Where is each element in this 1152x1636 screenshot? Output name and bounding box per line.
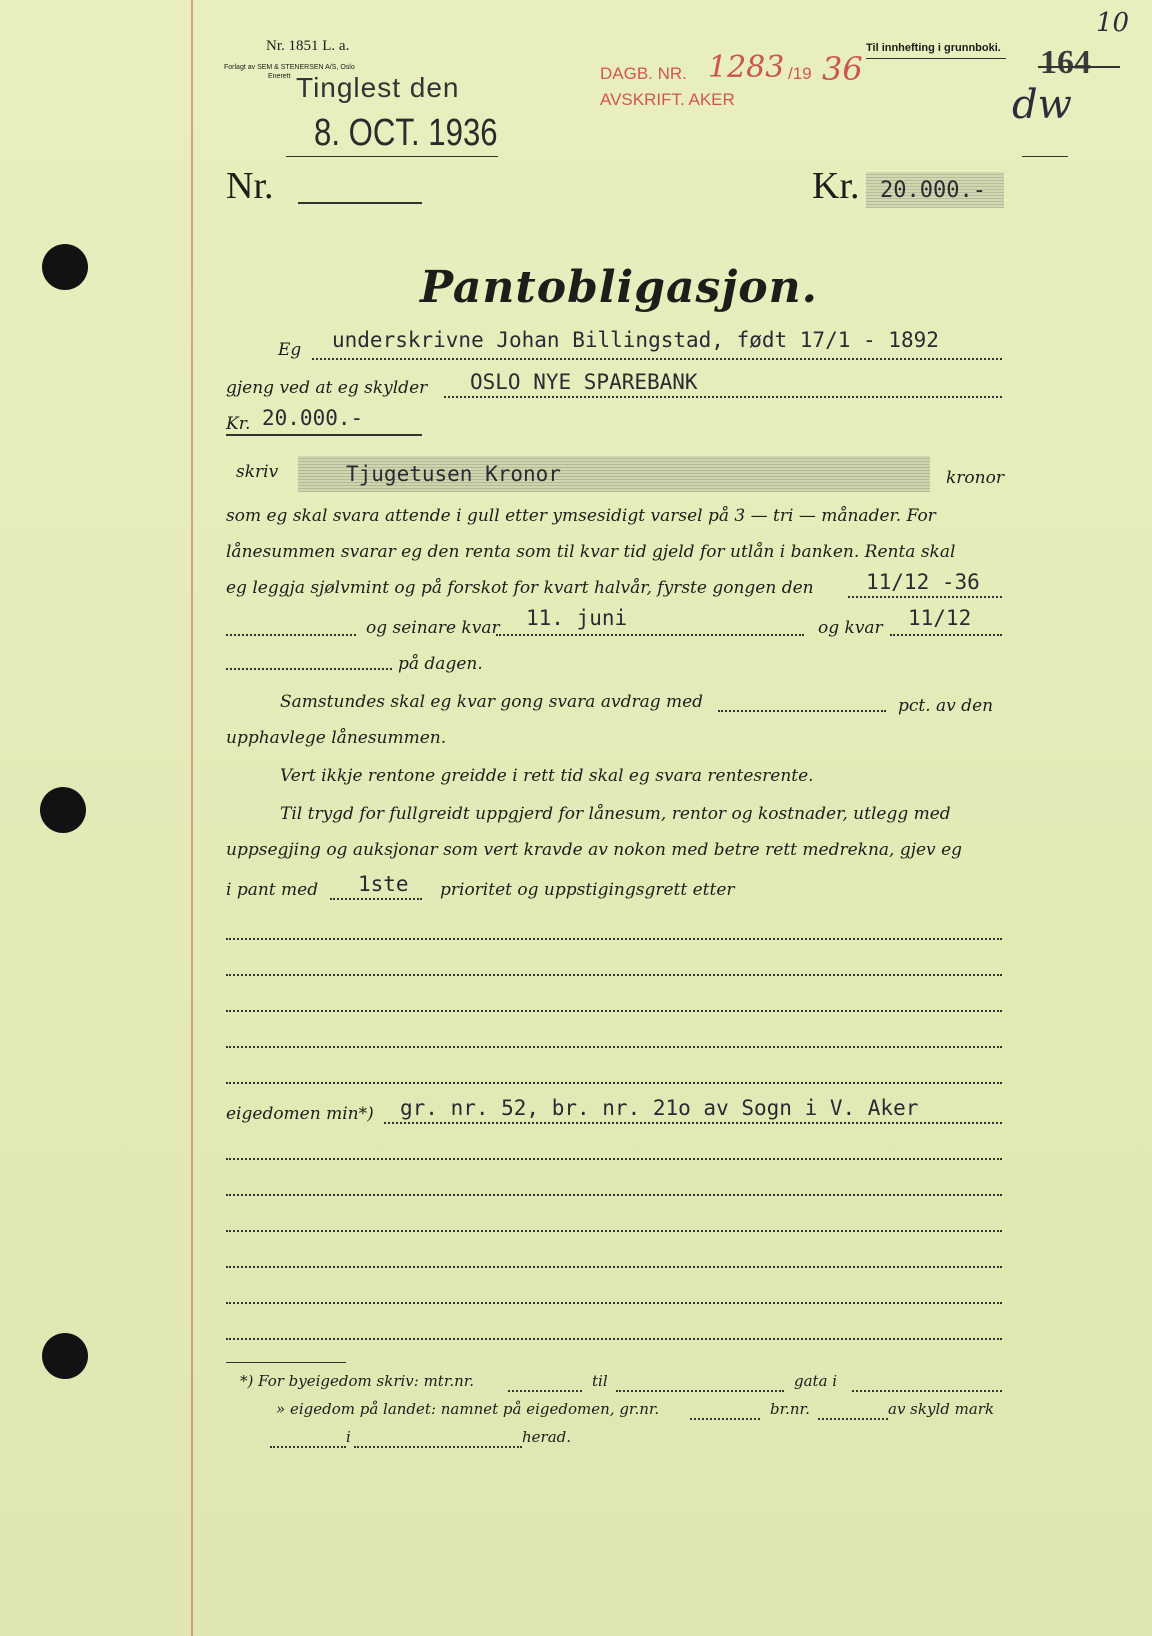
corner-note: 10	[1096, 8, 1130, 38]
publisher-enerett: Enerett	[268, 73, 291, 80]
kronor-label: kronor	[946, 468, 1004, 488]
page-number-strike	[1038, 66, 1120, 68]
blank-line-6	[226, 1158, 1002, 1160]
eigedomen-dots	[384, 1122, 1002, 1124]
gjeng-label: gjeng ved at eg skylder	[226, 378, 428, 398]
nr-label: Nr.	[226, 165, 274, 207]
body-line-leggja: eg leggja sjølvmint og på forskot for kvart halvår, fyrste gongen den	[226, 578, 814, 598]
blank-line-2	[226, 974, 1002, 976]
blank-line-11	[226, 1338, 1002, 1340]
kr-label: Kr.	[812, 165, 860, 207]
footnote-til-dots	[616, 1390, 784, 1392]
dagb-number: 1283	[708, 50, 785, 85]
footnote-i-dots	[270, 1446, 346, 1448]
footnote-mtr-dots	[508, 1390, 582, 1392]
i-pant-label: i pant med	[226, 880, 319, 900]
footnote-line2-c: av skyld mark	[888, 1400, 995, 1418]
seinare-leading-dots	[226, 634, 356, 636]
nr-underline	[298, 202, 422, 204]
footnote-line2-b: br.nr.	[770, 1400, 810, 1418]
punch-hole-middle	[40, 787, 86, 833]
footnote-line3-a: i	[346, 1428, 351, 1446]
body-line-lanesum: lånesummen svarar eg den renta som til kvar tid gjeld for utlån i banken. Renta skal	[226, 542, 956, 562]
page-number: 164	[1040, 44, 1091, 81]
kr-amount-label: Kr.	[226, 414, 251, 434]
tinglest-date: 8. OCT. 1936	[314, 112, 498, 154]
creditor-dotted-line	[444, 396, 1002, 398]
dagb-label: DAGB. NR.	[600, 64, 687, 83]
footnote-gata-dots	[852, 1390, 1002, 1392]
og-kvar-label: og kvar	[818, 618, 883, 638]
innhefting-label: Til innhefting i grunnboki.	[866, 42, 1001, 54]
punch-hole-bottom	[42, 1333, 88, 1379]
eg-value: underskrivne Johan Billingstad, født 17/1 - 1892	[332, 328, 939, 352]
og-kvar-value: 11/12	[908, 606, 972, 630]
vert-ikkje-line: Vert ikkje rentone greidde i rett tid skal eg svara rentesrente.	[280, 766, 814, 786]
creditor-name: OSLO NYE SPAREBANK	[470, 370, 698, 394]
eigedomen-value: gr. nr. 52, br. nr. 21o av Sogn i V. Aker	[400, 1096, 919, 1120]
footnote-line1-a: *) For byeigedom skriv: mtr.nr.	[240, 1372, 475, 1390]
first-date: 11/12 -36	[866, 570, 980, 594]
kr-amount-typed: 20.000.-	[262, 406, 364, 430]
kr-amount-underline	[226, 434, 422, 436]
eg-label: Eg	[278, 340, 302, 360]
publisher-line: Forlagt av SEM & STENERSEN A/S, Oslo	[224, 64, 355, 71]
date-underline	[286, 156, 498, 157]
pa-dagen-dots	[226, 668, 392, 670]
og-kvar-dots	[890, 634, 1002, 636]
form-number: Nr. 1851 L. a.	[266, 38, 350, 54]
prioritet-dots	[330, 898, 422, 900]
footnote-rule	[226, 1362, 346, 1363]
pa-dagen: på dagen.	[398, 654, 483, 674]
avskrift-aker: AVSKRIFT. AKER	[600, 90, 735, 109]
eigedomen-label: eigedomen min*)	[226, 1104, 374, 1124]
blank-line-9	[226, 1266, 1002, 1268]
footnote-line3-b: herad.	[522, 1428, 572, 1446]
first-date-dots	[848, 596, 1002, 598]
blank-line-5	[226, 1082, 1002, 1084]
footnote-herad-dots	[354, 1446, 522, 1448]
initials-dash	[1022, 156, 1068, 157]
tinglest-stamp: Tinglest den	[296, 72, 460, 103]
seinare-label: og seinare kvar	[366, 618, 500, 638]
blank-line-8	[226, 1230, 1002, 1232]
blank-line-4	[226, 1046, 1002, 1048]
avdrag-dots	[718, 710, 886, 712]
dagb-year: 36	[822, 50, 863, 88]
footnote-line2-a: » eigedom på landet: namnet på eigedomen, gr.nr.	[276, 1400, 660, 1418]
footnote-line1-c: gata i	[794, 1372, 838, 1390]
samstundes-line: Samstundes skal eg kvar gong svara avdrag med	[280, 692, 704, 712]
amount-words: Tjugetusen Kronor	[346, 462, 561, 486]
footnote-brnr-dots	[818, 1418, 888, 1420]
red-margin-line	[191, 0, 193, 1636]
kr-amount: 20.000.-	[880, 178, 986, 203]
footnote-line1-b: til	[592, 1372, 608, 1390]
upphavlege-line: upphavlege lånesummen.	[226, 728, 447, 748]
initials: dw	[1012, 82, 1072, 128]
footnote-grnr-dots	[690, 1418, 760, 1420]
document-title: Pantobligasjon.	[420, 262, 818, 313]
body-line-varsel: som eg skal svara attende i gull etter ymsesidigt varsel på 3 — tri — månader. For	[226, 506, 936, 526]
prioritet-label: prioritet og uppstigingsgrett etter	[440, 880, 735, 900]
punch-hole-top	[42, 244, 88, 290]
pct-label: pct. av den	[898, 696, 994, 716]
eg-dotted-line	[312, 358, 1002, 360]
dagb-year-prefix: /19	[788, 64, 812, 83]
blank-line-7	[226, 1194, 1002, 1196]
seinare-value: 11. juni	[526, 606, 628, 630]
skriv-label: skriv	[236, 462, 279, 482]
trygd-line-1: Til trygd for fullgreidt uppgjerd for lånesum, rentor og kostnader, utlegg med	[280, 804, 951, 824]
seinare-dots	[496, 634, 804, 636]
blank-line-3	[226, 1010, 1002, 1012]
prioritet-value: 1ste	[358, 872, 409, 896]
blank-line-1	[226, 938, 1002, 940]
blank-line-10	[226, 1302, 1002, 1304]
innhefting-underline	[866, 58, 1006, 59]
trygd-line-2: uppsegjing og auksjonar som vert kravde av nokon med betre rett medrekna, gjev eg	[226, 840, 963, 860]
